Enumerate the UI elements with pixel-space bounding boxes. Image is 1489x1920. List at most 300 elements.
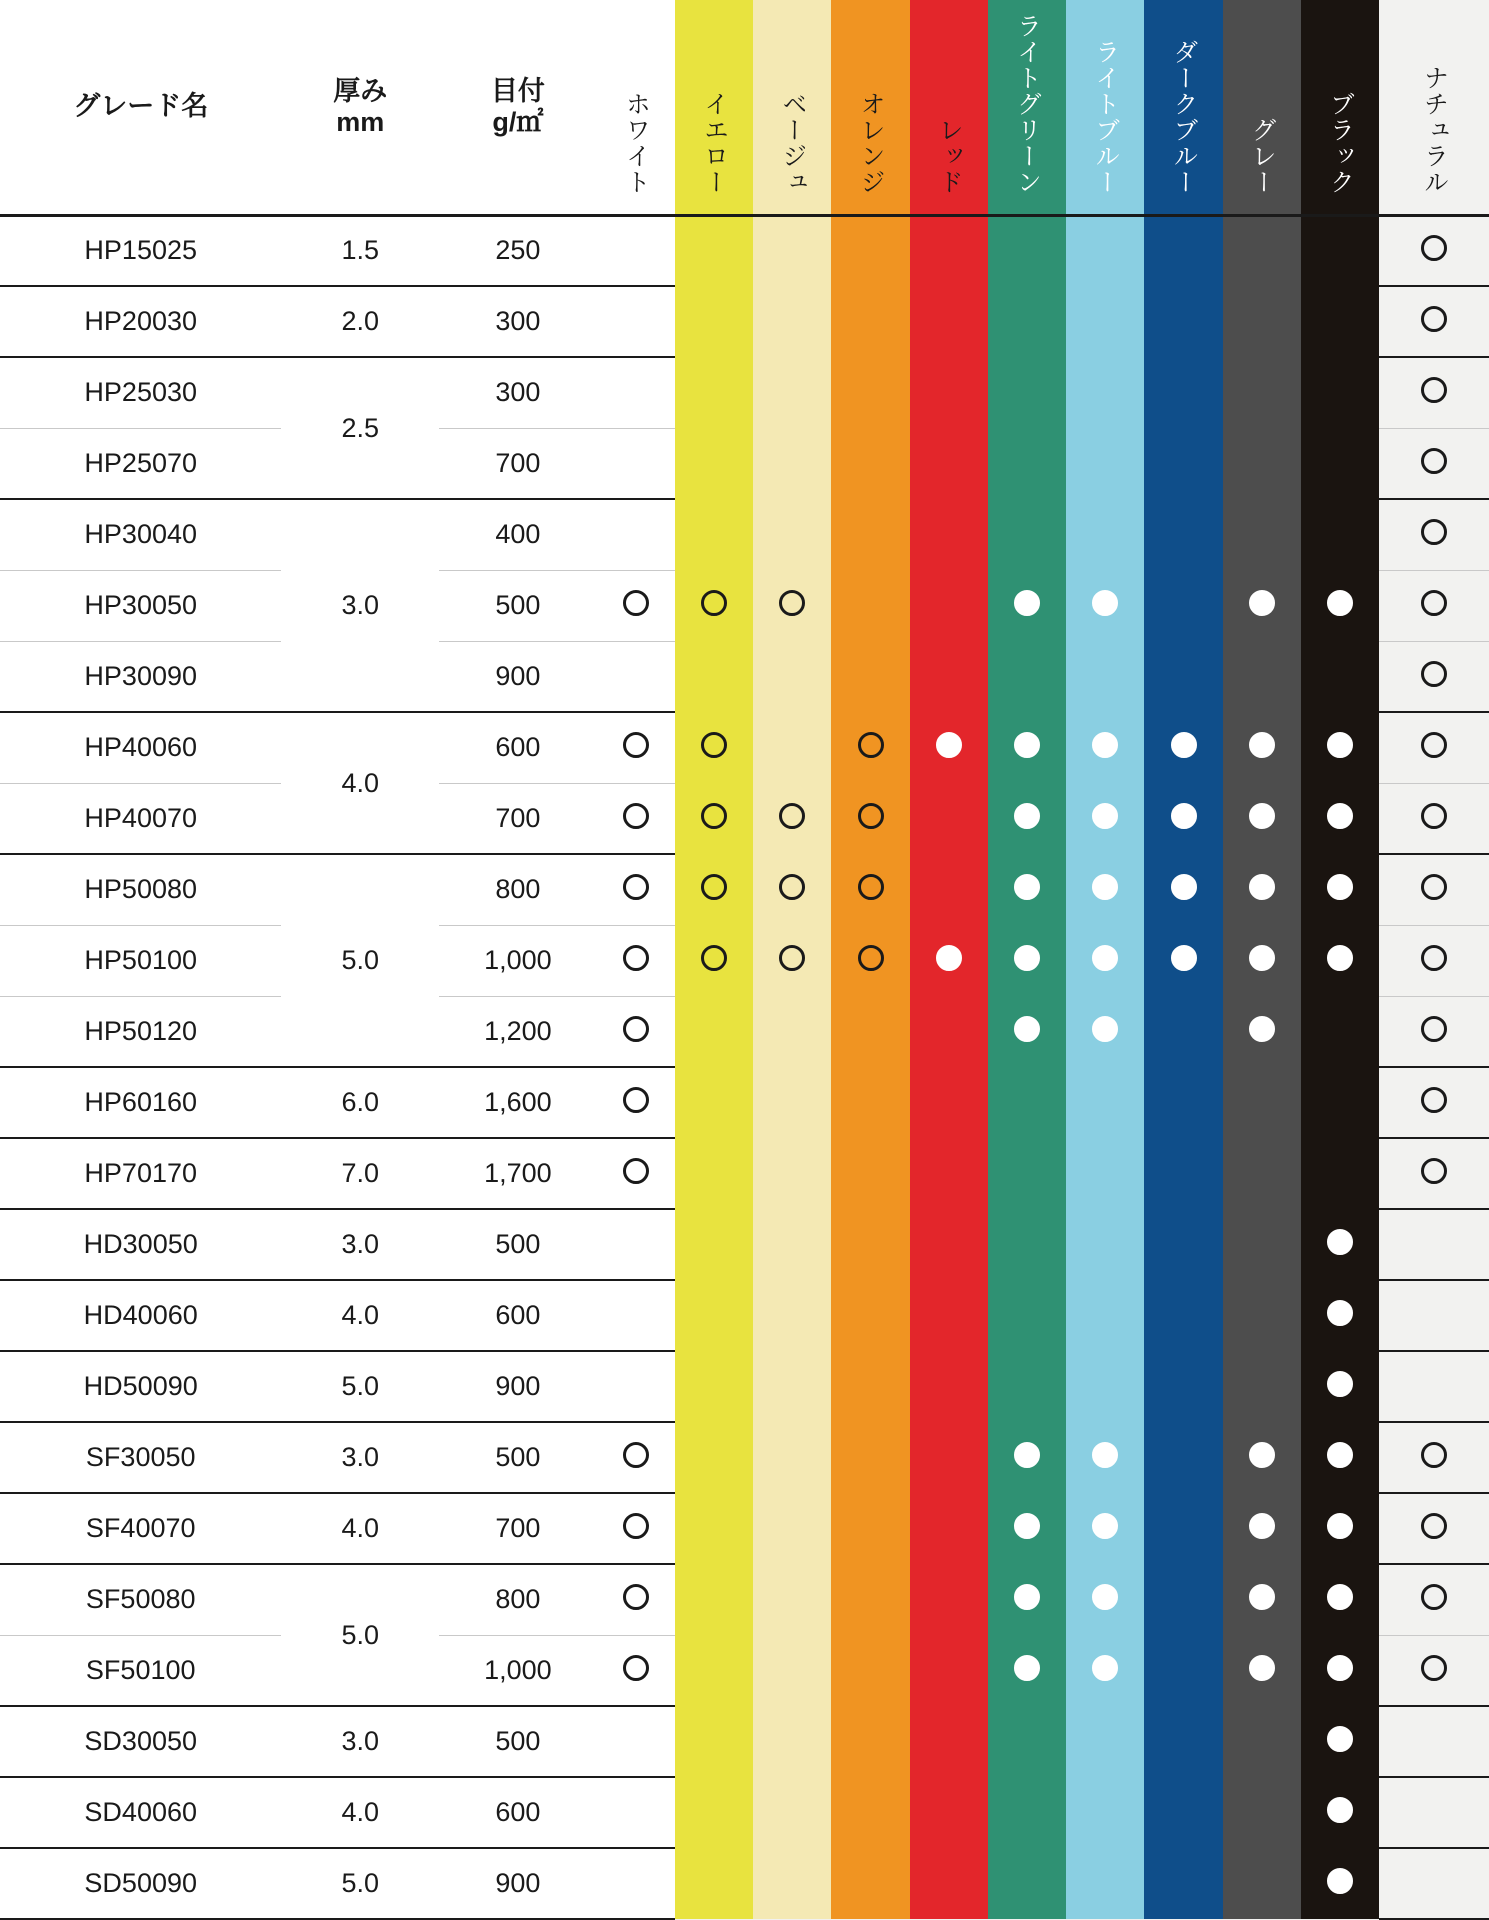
- availability-cell-7: [1144, 1067, 1222, 1138]
- weight-cell: [439, 783, 597, 854]
- thickness-cell: [281, 357, 439, 499]
- availability-cell-9: [1301, 1706, 1379, 1777]
- thickness-text: 3.0: [341, 1726, 380, 1756]
- circle-open-icon: [623, 1442, 649, 1468]
- availability-cell-2: [753, 1848, 831, 1919]
- availability-cell-4: [910, 499, 988, 570]
- header-color-5: [988, 0, 1066, 215]
- grade-name-text: HP70170: [84, 1158, 198, 1188]
- availability-cell-9: [1301, 925, 1379, 996]
- availability-cell-5: [988, 1422, 1066, 1493]
- availability-cell-2: [753, 1280, 831, 1351]
- availability-cell-7: [1144, 499, 1222, 570]
- availability-cell-2: [753, 570, 831, 641]
- availability-cell-2: [753, 1564, 831, 1635]
- circle-filled-icon: [1249, 1584, 1275, 1610]
- availability-cell-9: [1301, 996, 1379, 1067]
- availability-cell-9: [1301, 1067, 1379, 1138]
- availability-cell-10: [1379, 1848, 1489, 1919]
- weight-cell: [439, 1209, 597, 1280]
- availability-cell-10: [1379, 1777, 1489, 1848]
- circle-filled-icon: [1249, 1016, 1275, 1042]
- grade-name-text: HP40070: [84, 802, 198, 833]
- availability-cell-3: [831, 499, 909, 570]
- availability-cell-2: [753, 1067, 831, 1138]
- circle-filled-icon: [1327, 1797, 1353, 1823]
- weight-text: 600: [495, 732, 541, 763]
- circle-open-icon: [1421, 377, 1447, 403]
- availability-cell-0: [597, 783, 675, 854]
- thickness-cell: [281, 1138, 439, 1209]
- availability-cell-6: [1066, 499, 1144, 570]
- weight-text: 700: [495, 802, 541, 833]
- availability-cell-4: [910, 1493, 988, 1564]
- availability-cell-4: [910, 1067, 988, 1138]
- grade-name-text: SD40060: [84, 1797, 198, 1827]
- grade-name-text: HP60160: [84, 1087, 198, 1117]
- thickness-cell: [281, 1280, 439, 1351]
- weight-cell: [439, 570, 597, 641]
- weight-cell: [439, 1138, 597, 1209]
- circle-open-icon: [858, 945, 884, 971]
- grade-name-cell: [0, 641, 281, 712]
- grade-name-text: HD30050: [83, 1229, 198, 1259]
- availability-cell-9: [1301, 712, 1379, 783]
- weight-text: 500: [495, 590, 541, 620]
- weight-text: 700: [495, 447, 541, 478]
- availability-cell-3: [831, 1777, 909, 1848]
- circle-filled-icon: [1014, 1513, 1040, 1539]
- header-weight: [439, 0, 597, 215]
- availability-cell-1: [675, 1422, 753, 1493]
- thickness-text: 5.0: [341, 1868, 380, 1898]
- weight-text: 1,700: [484, 1158, 552, 1188]
- table-row: [0, 1422, 1489, 1493]
- availability-cell-0: [597, 570, 675, 641]
- grade-name-text: SD30050: [84, 1726, 198, 1756]
- circle-open-icon: [623, 732, 649, 758]
- availability-cell-6: [1066, 712, 1144, 783]
- thickness-cell: [281, 1493, 439, 1564]
- thickness-cell: [281, 1848, 439, 1919]
- circle-filled-icon: [1014, 1655, 1040, 1681]
- grade-name-text: HD40060: [83, 1300, 198, 1330]
- availability-cell-4: [910, 1351, 988, 1422]
- availability-cell-0: [597, 286, 675, 357]
- availability-cell-3: [831, 215, 909, 286]
- circle-open-icon: [623, 1655, 649, 1681]
- availability-cell-4: [910, 428, 988, 499]
- circle-open-icon: [779, 590, 805, 616]
- circle-open-icon: [701, 732, 727, 758]
- availability-cell-9: [1301, 1777, 1379, 1848]
- grade-name-text: HP30050: [84, 590, 198, 620]
- circle-filled-icon: [1014, 732, 1040, 758]
- availability-cell-3: [831, 712, 909, 783]
- availability-cell-0: [597, 1067, 675, 1138]
- availability-cell-9: [1301, 215, 1379, 286]
- availability-cell-2: [753, 499, 831, 570]
- availability-cell-7: [1144, 1564, 1222, 1635]
- table-row: [0, 1067, 1489, 1138]
- grade-name-text: HP50080: [84, 874, 198, 905]
- circle-open-icon: [701, 945, 727, 971]
- thickness-cell: [281, 1564, 439, 1706]
- color-label: グレー: [1248, 116, 1277, 195]
- weight-cell: [439, 996, 597, 1067]
- thickness-text: 5.0: [341, 945, 380, 975]
- availability-cell-8: [1223, 854, 1301, 925]
- availability-cell-5: [988, 215, 1066, 286]
- availability-cell-4: [910, 712, 988, 783]
- grade-name-cell: [0, 286, 281, 357]
- availability-cell-2: [753, 641, 831, 712]
- availability-cell-2: [753, 428, 831, 499]
- availability-cell-7: [1144, 1422, 1222, 1493]
- color-label: イエロー: [700, 90, 729, 195]
- circle-filled-icon: [1327, 874, 1353, 900]
- availability-cell-9: [1301, 570, 1379, 641]
- weight-text: 600: [495, 1797, 541, 1827]
- circle-open-icon: [623, 1584, 649, 1610]
- availability-cell-10: [1379, 215, 1489, 286]
- circle-open-icon: [1421, 235, 1447, 261]
- availability-cell-8: [1223, 1280, 1301, 1351]
- availability-cell-5: [988, 925, 1066, 996]
- availability-cell-7: [1144, 1280, 1222, 1351]
- availability-cell-1: [675, 1777, 753, 1848]
- circle-filled-icon: [1171, 945, 1197, 971]
- availability-cell-4: [910, 215, 988, 286]
- color-label: ホワイト: [622, 90, 651, 195]
- table-row: [0, 1138, 1489, 1209]
- header-color-6: [1066, 0, 1144, 215]
- availability-cell-1: [675, 499, 753, 570]
- availability-cell-0: [597, 499, 675, 570]
- availability-cell-6: [1066, 641, 1144, 712]
- table-row: [0, 783, 1489, 854]
- circle-filled-icon: [1249, 874, 1275, 900]
- header-color-0: [597, 0, 675, 215]
- availability-cell-3: [831, 1209, 909, 1280]
- availability-cell-10: [1379, 1351, 1489, 1422]
- availability-cell-7: [1144, 1351, 1222, 1422]
- circle-filled-icon: [1249, 945, 1275, 971]
- availability-cell-5: [988, 570, 1066, 641]
- availability-cell-9: [1301, 1564, 1379, 1635]
- weight-cell: [439, 1351, 597, 1422]
- grade-name-text: SF40070: [85, 1513, 196, 1543]
- availability-cell-0: [597, 854, 675, 925]
- grade-name-text: HP30040: [84, 519, 198, 550]
- availability-cell-8: [1223, 428, 1301, 499]
- availability-cell-5: [988, 996, 1066, 1067]
- availability-cell-1: [675, 428, 753, 499]
- availability-cell-0: [597, 1493, 675, 1564]
- circle-open-icon: [1421, 661, 1447, 687]
- circle-filled-icon: [1249, 732, 1275, 758]
- availability-cell-9: [1301, 499, 1379, 570]
- weight-text: 500: [495, 1442, 541, 1472]
- thickness-text: 5.0: [341, 1619, 380, 1650]
- availability-cell-3: [831, 1067, 909, 1138]
- header-thickness-unit: mm: [336, 106, 385, 137]
- availability-cell-9: [1301, 1280, 1379, 1351]
- availability-cell-3: [831, 925, 909, 996]
- color-label: ライトグリーン: [1013, 12, 1042, 195]
- circle-filled-icon: [1327, 1229, 1353, 1255]
- color-label: レッド: [935, 116, 964, 195]
- availability-cell-2: [753, 783, 831, 854]
- availability-cell-3: [831, 1848, 909, 1919]
- weight-text: 1,600: [484, 1087, 552, 1117]
- availability-cell-7: [1144, 1777, 1222, 1848]
- weight-cell: [439, 1777, 597, 1848]
- availability-cell-10: [1379, 1209, 1489, 1280]
- circle-filled-icon: [1014, 590, 1040, 616]
- availability-cell-8: [1223, 783, 1301, 854]
- circle-filled-icon: [1092, 1442, 1118, 1468]
- thickness-cell: [281, 854, 439, 1067]
- circle-open-icon: [1421, 732, 1447, 758]
- availability-cell-0: [597, 1635, 675, 1706]
- availability-cell-1: [675, 1635, 753, 1706]
- availability-cell-7: [1144, 570, 1222, 641]
- availability-cell-9: [1301, 428, 1379, 499]
- availability-cell-6: [1066, 428, 1144, 499]
- availability-cell-0: [597, 1777, 675, 1848]
- circle-filled-icon: [1327, 1655, 1353, 1681]
- circle-open-icon: [1421, 1584, 1447, 1610]
- table-row: [0, 428, 1489, 499]
- availability-cell-10: [1379, 1564, 1489, 1635]
- availability-cell-8: [1223, 925, 1301, 996]
- availability-cell-4: [910, 783, 988, 854]
- availability-cell-5: [988, 499, 1066, 570]
- weight-text: 250: [495, 235, 541, 266]
- availability-cell-3: [831, 783, 909, 854]
- circle-filled-icon: [1092, 874, 1118, 900]
- availability-cell-2: [753, 286, 831, 357]
- availability-cell-6: [1066, 1209, 1144, 1280]
- availability-cell-3: [831, 1280, 909, 1351]
- circle-open-icon: [623, 803, 649, 829]
- availability-cell-10: [1379, 783, 1489, 854]
- availability-cell-1: [675, 286, 753, 357]
- availability-cell-7: [1144, 783, 1222, 854]
- availability-cell-2: [753, 1422, 831, 1493]
- availability-cell-7: [1144, 1493, 1222, 1564]
- thickness-text: 3.0: [341, 590, 380, 620]
- grade-name-cell: [0, 712, 281, 783]
- availability-cell-1: [675, 1067, 753, 1138]
- availability-cell-10: [1379, 854, 1489, 925]
- availability-cell-3: [831, 641, 909, 712]
- availability-cell-4: [910, 1848, 988, 1919]
- availability-cell-6: [1066, 854, 1144, 925]
- color-label: ナチュラル: [1420, 64, 1449, 195]
- availability-cell-1: [675, 712, 753, 783]
- availability-cell-4: [910, 1635, 988, 1706]
- availability-cell-1: [675, 1706, 753, 1777]
- availability-cell-2: [753, 854, 831, 925]
- circle-filled-icon: [1327, 803, 1353, 829]
- availability-cell-6: [1066, 925, 1144, 996]
- table-row: [0, 854, 1489, 925]
- table-row: [0, 1351, 1489, 1422]
- weight-cell: [439, 925, 597, 996]
- availability-cell-5: [988, 357, 1066, 428]
- availability-cell-0: [597, 1280, 675, 1351]
- availability-cell-0: [597, 996, 675, 1067]
- grade-name-cell: [0, 783, 281, 854]
- availability-cell-3: [831, 1564, 909, 1635]
- availability-cell-8: [1223, 570, 1301, 641]
- availability-cell-8: [1223, 1138, 1301, 1209]
- circle-open-icon: [701, 803, 727, 829]
- color-label: ベージュ: [778, 90, 807, 195]
- color-label: オレンジ: [857, 90, 886, 195]
- weight-text: 800: [495, 1584, 541, 1615]
- availability-cell-5: [988, 1138, 1066, 1209]
- weight-text: 400: [495, 519, 541, 550]
- weight-cell: [439, 215, 597, 286]
- availability-cell-6: [1066, 783, 1144, 854]
- availability-cell-1: [675, 783, 753, 854]
- availability-cell-6: [1066, 1564, 1144, 1635]
- weight-cell: [439, 1493, 597, 1564]
- grade-name-text: SF50100: [85, 1654, 196, 1685]
- availability-cell-7: [1144, 641, 1222, 712]
- circle-filled-icon: [1327, 1584, 1353, 1610]
- availability-cell-4: [910, 570, 988, 641]
- availability-cell-1: [675, 854, 753, 925]
- thickness-text: 3.0: [341, 1442, 380, 1472]
- availability-cell-10: [1379, 1706, 1489, 1777]
- availability-cell-6: [1066, 1706, 1144, 1777]
- availability-cell-2: [753, 215, 831, 286]
- weight-cell: [439, 1635, 597, 1706]
- availability-cell-3: [831, 996, 909, 1067]
- circle-filled-icon: [1014, 1016, 1040, 1042]
- grade-name-cell: [0, 1209, 281, 1280]
- availability-cell-8: [1223, 1706, 1301, 1777]
- circle-filled-icon: [1092, 803, 1118, 829]
- availability-cell-9: [1301, 1209, 1379, 1280]
- availability-cell-9: [1301, 783, 1379, 854]
- availability-cell-4: [910, 1422, 988, 1493]
- grade-name-text: HP30090: [84, 660, 198, 691]
- color-label: ライトブルー: [1091, 38, 1120, 195]
- availability-cell-10: [1379, 570, 1489, 641]
- circle-open-icon: [701, 590, 727, 616]
- grade-name-cell: [0, 925, 281, 996]
- weight-cell: [439, 854, 597, 925]
- grade-name-cell: [0, 1138, 281, 1209]
- availability-cell-10: [1379, 499, 1489, 570]
- availability-cell-6: [1066, 996, 1144, 1067]
- availability-cell-5: [988, 286, 1066, 357]
- availability-cell-9: [1301, 357, 1379, 428]
- availability-cell-2: [753, 1635, 831, 1706]
- table-body: [0, 215, 1489, 1919]
- grade-name-cell: [0, 1635, 281, 1706]
- availability-cell-8: [1223, 1493, 1301, 1564]
- availability-cell-7: [1144, 215, 1222, 286]
- availability-cell-7: [1144, 996, 1222, 1067]
- grade-name-text: SD50090: [84, 1868, 198, 1898]
- grade-name-text: HD50090: [83, 1371, 198, 1401]
- thickness-cell: [281, 1777, 439, 1848]
- thickness-text: 7.0: [341, 1158, 380, 1188]
- circle-open-icon: [1421, 945, 1447, 971]
- table-row: [0, 215, 1489, 286]
- availability-cell-0: [597, 641, 675, 712]
- circle-open-icon: [858, 803, 884, 829]
- table-header: [0, 0, 1489, 215]
- availability-cell-1: [675, 1351, 753, 1422]
- table-row: [0, 1848, 1489, 1919]
- grade-name-cell: [0, 215, 281, 286]
- thickness-text: 4.0: [341, 1300, 380, 1330]
- table-row: [0, 1209, 1489, 1280]
- circle-filled-icon: [1014, 803, 1040, 829]
- circle-open-icon: [623, 1016, 649, 1042]
- circle-filled-icon: [1327, 1371, 1353, 1397]
- header-color-8: [1223, 0, 1301, 215]
- availability-cell-3: [831, 1706, 909, 1777]
- circle-open-icon: [1421, 874, 1447, 900]
- header-weight-text: 目付: [490, 75, 545, 106]
- circle-filled-icon: [1327, 1513, 1353, 1539]
- availability-cell-8: [1223, 499, 1301, 570]
- table-row: [0, 1564, 1489, 1635]
- circle-open-icon: [623, 1513, 649, 1539]
- availability-cell-8: [1223, 1564, 1301, 1635]
- availability-cell-4: [910, 286, 988, 357]
- circle-filled-icon: [1014, 1584, 1040, 1610]
- circle-open-icon: [623, 590, 649, 616]
- availability-cell-8: [1223, 286, 1301, 357]
- availability-cell-10: [1379, 286, 1489, 357]
- availability-cell-9: [1301, 286, 1379, 357]
- circle-filled-icon: [1092, 1513, 1118, 1539]
- grade-name-cell: [0, 854, 281, 925]
- grade-name-cell: [0, 499, 281, 570]
- availability-cell-9: [1301, 1493, 1379, 1564]
- availability-cell-10: [1379, 1067, 1489, 1138]
- circle-filled-icon: [1092, 590, 1118, 616]
- header-color-9: [1301, 0, 1379, 215]
- thickness-cell: [281, 1067, 439, 1138]
- availability-cell-8: [1223, 712, 1301, 783]
- availability-cell-9: [1301, 854, 1379, 925]
- grade-name-cell: [0, 1067, 281, 1138]
- weight-cell: [439, 499, 597, 570]
- availability-cell-8: [1223, 1209, 1301, 1280]
- availability-cell-10: [1379, 712, 1489, 783]
- availability-cell-4: [910, 1777, 988, 1848]
- circle-filled-icon: [1014, 874, 1040, 900]
- availability-cell-8: [1223, 1067, 1301, 1138]
- availability-cell-4: [910, 1209, 988, 1280]
- availability-cell-1: [675, 570, 753, 641]
- availability-cell-2: [753, 1493, 831, 1564]
- availability-cell-6: [1066, 1422, 1144, 1493]
- availability-cell-10: [1379, 428, 1489, 499]
- availability-cell-3: [831, 1493, 909, 1564]
- weight-text: 800: [495, 874, 541, 905]
